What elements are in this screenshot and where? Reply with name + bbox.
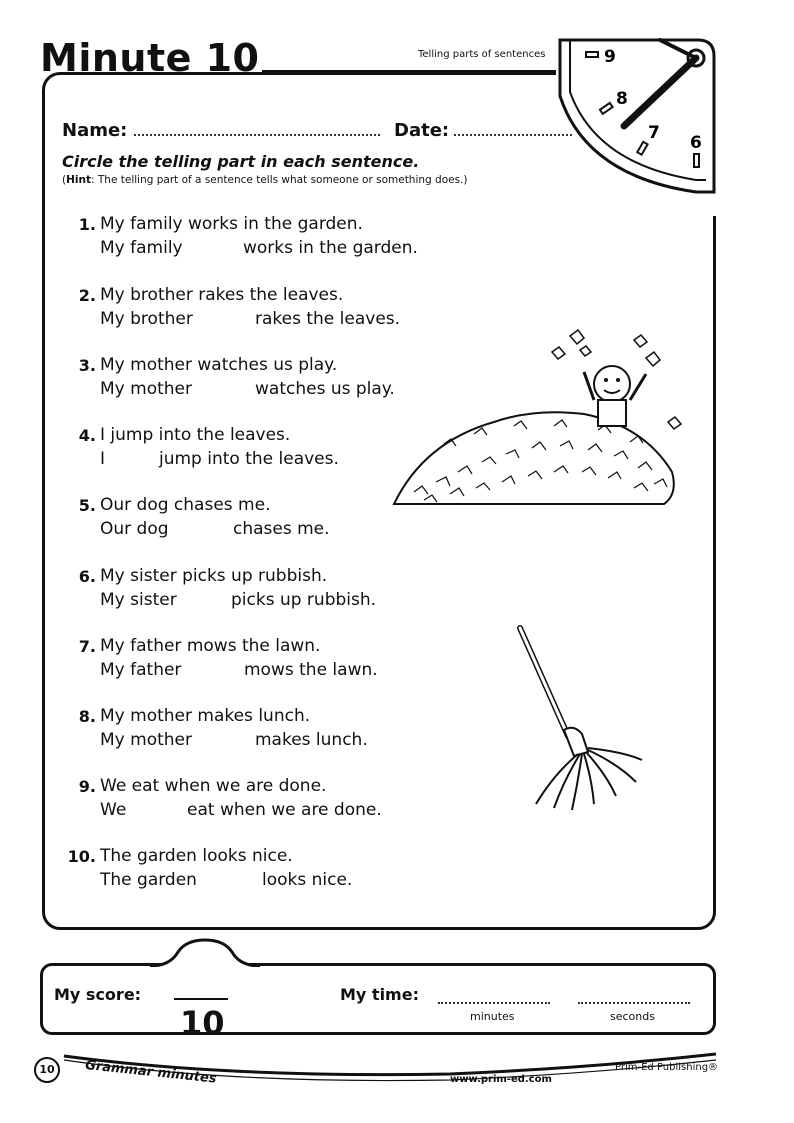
question-number: 6. [78,567,96,586]
question-number: 7. [78,637,96,656]
naming-part[interactable]: The garden [100,870,197,890]
telling-part[interactable]: rakes the leaves. [255,309,401,329]
seconds-label: seconds [610,1010,655,1023]
question-sentence: My family works in the garden. [100,214,363,234]
telling-part[interactable]: eat when we are done. [187,800,382,820]
question-number: 9. [78,777,96,796]
seconds-field[interactable] [578,1002,690,1004]
telling-part[interactable]: looks nice. [262,870,353,890]
topic-label: Telling parts of sentences [418,49,546,60]
question-number: 4. [78,426,96,445]
series-title: Grammar minutes [84,1058,218,1087]
website-link[interactable]: www.prim-ed.com [450,1074,552,1085]
naming-part[interactable]: My father [100,660,182,680]
naming-part[interactable]: My family [100,238,183,258]
telling-part[interactable]: jump into the leaves. [159,449,339,469]
question-number: 2. [78,286,96,305]
question-sentence: We eat when we are done. [100,776,327,796]
score-input-line[interactable] [174,998,228,1000]
question-number: 8. [78,707,96,726]
score-max: 10 [180,1004,225,1042]
question-number: 10. [67,847,96,866]
clock-number: 9 [604,47,616,67]
naming-part[interactable]: I [100,449,106,469]
question-sentence: My sister picks up rubbish. [100,566,328,586]
telling-part[interactable]: works in the garden. [243,238,418,258]
publisher-label: Prim-Ed Publishing® [615,1062,719,1073]
naming-part[interactable]: My mother [100,730,192,750]
question-sentence: My father mows the lawn. [100,636,321,656]
naming-part[interactable]: My sister [100,590,177,610]
name-label: Name: [62,120,128,141]
question-sentence: My brother rakes the leaves. [100,285,344,305]
hint: (Hint: The telling part of a sentence tells what someone or something does.) [62,174,468,186]
naming-part[interactable]: Our dog [100,519,169,539]
telling-part[interactable]: watches us play. [255,379,395,399]
score-label: My score: [54,985,142,1004]
page-number: 10 [34,1057,60,1083]
naming-part[interactable]: My brother [100,309,193,329]
score-bump [150,938,260,974]
telling-part[interactable]: makes lunch. [255,730,368,750]
leaf-pile-illustration [384,322,684,518]
question-number: 3. [78,356,96,375]
minutes-label: minutes [470,1010,515,1023]
naming-part[interactable]: My mother [100,379,192,399]
clock-number: 6 [690,133,702,153]
naming-part[interactable]: We [100,800,127,820]
question-sentence: My mother watches us play. [100,355,338,375]
question-number: 5. [78,496,96,515]
minutes-field[interactable] [438,1002,550,1004]
question-number: 1. [78,215,96,234]
instructions: Circle the telling part in each sentence. [62,152,420,171]
rake-illustration [514,624,648,814]
question-sentence: The garden looks nice. [100,846,293,866]
telling-part[interactable]: chases me. [233,519,330,539]
hint-bold: Hint [66,174,91,186]
name-field[interactable] [134,134,380,136]
clock-number: 7 [648,123,660,143]
clock-icon [556,36,720,216]
time-label: My time: [340,985,419,1004]
page-title: Minute 10 [40,36,260,80]
telling-part[interactable]: mows the lawn. [244,660,378,680]
question-sentence: I jump into the leaves. [100,425,291,445]
question-sentence: Our dog chases me. [100,495,271,515]
clock-number: 8 [616,89,628,109]
telling-part[interactable]: picks up rubbish. [231,590,377,610]
date-label: Date: [394,120,450,141]
date-field[interactable] [454,134,572,136]
question-sentence: My mother makes lunch. [100,706,311,726]
